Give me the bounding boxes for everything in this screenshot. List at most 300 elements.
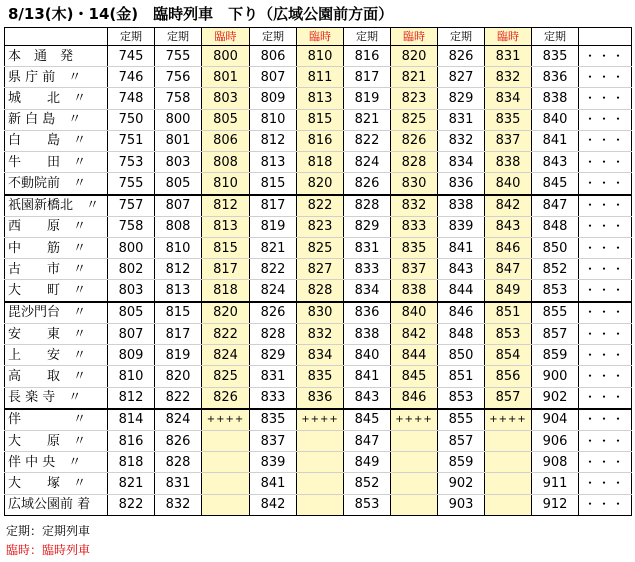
time-cell: 834 bbox=[485, 88, 532, 109]
time-cell: 836 bbox=[532, 67, 579, 88]
time-cell: 843 bbox=[344, 387, 391, 409]
time-cell bbox=[391, 452, 438, 473]
station-name: 白 島 〃 bbox=[5, 130, 108, 151]
time-cell: 832 bbox=[155, 494, 202, 515]
time-cell: 840 bbox=[532, 109, 579, 130]
time-cell: 829 bbox=[438, 88, 485, 109]
time-cell: ++++ bbox=[391, 409, 438, 431]
time-cell: 806 bbox=[250, 46, 297, 67]
time-cell: ・・・ bbox=[579, 387, 632, 409]
time-cell: 830 bbox=[391, 173, 438, 195]
time-cell: 857 bbox=[485, 387, 532, 409]
station-name: 不動院前 〃 bbox=[5, 173, 108, 195]
time-cell: ・・・ bbox=[579, 494, 632, 515]
time-cell bbox=[485, 431, 532, 452]
time-cell: ・・・ bbox=[579, 67, 632, 88]
time-cell: ・・・ bbox=[579, 109, 632, 130]
time-cell: 831 bbox=[485, 46, 532, 67]
time-cell: 818 bbox=[202, 280, 250, 302]
page-title: 8/13(木)・14(金) 臨時列車 下り（広域公園前方面） bbox=[8, 5, 394, 23]
time-cell: 855 bbox=[532, 302, 579, 324]
time-cell: 825 bbox=[202, 366, 250, 387]
station-name: 大 町 〃 bbox=[5, 280, 108, 302]
time-cell: 816 bbox=[297, 130, 344, 151]
table-row bbox=[5, 216, 632, 237]
time-cell: ・・・ bbox=[579, 259, 632, 280]
station-name: 古 市 〃 bbox=[5, 259, 108, 280]
time-cell: 837 bbox=[391, 259, 438, 280]
time-cell: 803 bbox=[202, 88, 250, 109]
time-cell: ・・・ bbox=[579, 473, 632, 494]
time-cell: 832 bbox=[297, 323, 344, 344]
time-cell: 755 bbox=[108, 173, 155, 195]
time-cell: 822 bbox=[250, 259, 297, 280]
time-cell: 849 bbox=[485, 280, 532, 302]
station-name: 中 筋 〃 bbox=[5, 238, 108, 259]
time-cell: 854 bbox=[485, 345, 532, 366]
time-cell: 839 bbox=[250, 452, 297, 473]
time-cell: 911 bbox=[532, 473, 579, 494]
column-header: 定期 bbox=[344, 28, 391, 46]
time-cell: 857 bbox=[438, 431, 485, 452]
column-header: 定期 bbox=[108, 28, 155, 46]
time-cell: 847 bbox=[485, 259, 532, 280]
station-name: 大 塚 〃 bbox=[5, 473, 108, 494]
time-cell: 828 bbox=[155, 452, 202, 473]
time-cell: 827 bbox=[438, 67, 485, 88]
time-cell: 827 bbox=[297, 259, 344, 280]
table-row bbox=[5, 88, 632, 109]
time-cell: 835 bbox=[391, 238, 438, 259]
time-cell: 758 bbox=[108, 216, 155, 237]
time-cell: 835 bbox=[250, 409, 297, 431]
time-cell: 815 bbox=[297, 109, 344, 130]
table-row bbox=[5, 452, 632, 473]
time-cell: 853 bbox=[532, 280, 579, 302]
time-cell: 821 bbox=[250, 238, 297, 259]
time-cell: 817 bbox=[155, 323, 202, 344]
time-cell: 753 bbox=[108, 152, 155, 173]
table-row bbox=[5, 387, 632, 409]
time-cell: ・・・ bbox=[579, 46, 632, 67]
time-cell: 819 bbox=[250, 216, 297, 237]
table-row bbox=[5, 431, 632, 452]
time-cell: 810 bbox=[155, 238, 202, 259]
time-cell: 824 bbox=[250, 280, 297, 302]
time-cell bbox=[391, 431, 438, 452]
time-cell: ・・・ bbox=[579, 280, 632, 302]
time-cell: 815 bbox=[155, 302, 202, 324]
time-cell: 839 bbox=[438, 216, 485, 237]
time-cell: 835 bbox=[297, 366, 344, 387]
header-row bbox=[5, 28, 632, 46]
time-cell: 844 bbox=[391, 345, 438, 366]
time-cell: 826 bbox=[344, 173, 391, 195]
column-header bbox=[579, 28, 632, 46]
station-name: 祇園新橋北 〃 bbox=[5, 195, 108, 217]
time-cell: 834 bbox=[297, 345, 344, 366]
time-cell: 824 bbox=[155, 409, 202, 431]
time-cell: 837 bbox=[250, 431, 297, 452]
time-cell: 807 bbox=[108, 323, 155, 344]
station-name: 上 安 〃 bbox=[5, 345, 108, 366]
station-name: 伴 〃 bbox=[5, 409, 108, 431]
time-cell: 851 bbox=[438, 366, 485, 387]
column-header: 臨時 bbox=[202, 28, 250, 46]
time-cell: 852 bbox=[344, 473, 391, 494]
table-row bbox=[5, 67, 632, 88]
time-cell: 845 bbox=[344, 409, 391, 431]
table-row bbox=[5, 173, 632, 195]
time-cell: 800 bbox=[202, 46, 250, 67]
table-row bbox=[5, 238, 632, 259]
time-cell bbox=[485, 473, 532, 494]
time-cell: 802 bbox=[108, 259, 155, 280]
time-cell: 845 bbox=[532, 173, 579, 195]
table-row bbox=[5, 302, 632, 324]
time-cell: 817 bbox=[250, 195, 297, 217]
time-cell: 822 bbox=[344, 130, 391, 151]
column-header: 臨時 bbox=[391, 28, 438, 46]
time-cell: 859 bbox=[438, 452, 485, 473]
time-cell: 807 bbox=[250, 67, 297, 88]
time-cell: 841 bbox=[344, 366, 391, 387]
time-cell: 810 bbox=[250, 109, 297, 130]
time-cell: 828 bbox=[344, 195, 391, 217]
time-cell bbox=[297, 431, 344, 452]
time-cell: 833 bbox=[344, 259, 391, 280]
time-cell: 842 bbox=[250, 494, 297, 515]
time-cell: 810 bbox=[297, 46, 344, 67]
time-cell: 811 bbox=[297, 67, 344, 88]
time-cell: 834 bbox=[438, 152, 485, 173]
time-cell: 851 bbox=[485, 302, 532, 324]
time-cell: ・・・ bbox=[579, 216, 632, 237]
time-cell: ++++ bbox=[202, 409, 250, 431]
time-cell: 824 bbox=[344, 152, 391, 173]
time-cell: ・・・ bbox=[579, 88, 632, 109]
time-cell: 835 bbox=[485, 109, 532, 130]
time-cell: 838 bbox=[438, 195, 485, 217]
time-cell: 831 bbox=[438, 109, 485, 130]
time-cell: 805 bbox=[155, 173, 202, 195]
time-cell: 826 bbox=[438, 46, 485, 67]
time-cell: 850 bbox=[438, 345, 485, 366]
station-name: 安 東 〃 bbox=[5, 323, 108, 344]
time-cell: 807 bbox=[155, 195, 202, 217]
time-cell: 828 bbox=[250, 323, 297, 344]
table-row bbox=[5, 130, 632, 151]
station-name: 新 白 島 〃 bbox=[5, 109, 108, 130]
time-cell bbox=[297, 452, 344, 473]
time-cell: 824 bbox=[202, 345, 250, 366]
time-cell: 812 bbox=[108, 387, 155, 409]
time-cell bbox=[485, 452, 532, 473]
time-cell: 817 bbox=[344, 67, 391, 88]
time-cell: 836 bbox=[438, 173, 485, 195]
time-cell: 831 bbox=[155, 473, 202, 494]
time-cell: ・・・ bbox=[579, 431, 632, 452]
time-cell: 912 bbox=[532, 494, 579, 515]
time-cell: 805 bbox=[108, 302, 155, 324]
table-row bbox=[5, 259, 632, 280]
timetable bbox=[4, 27, 632, 516]
time-cell: ・・・ bbox=[579, 238, 632, 259]
time-cell: 825 bbox=[297, 238, 344, 259]
time-cell: 846 bbox=[391, 387, 438, 409]
time-cell: 800 bbox=[155, 109, 202, 130]
station-name: 本 通 発 bbox=[5, 46, 108, 67]
time-cell: 821 bbox=[391, 67, 438, 88]
time-cell: 819 bbox=[155, 345, 202, 366]
time-cell: 855 bbox=[438, 409, 485, 431]
time-cell: 823 bbox=[391, 88, 438, 109]
time-cell: 813 bbox=[202, 216, 250, 237]
time-cell: ・・・ bbox=[579, 409, 632, 431]
time-cell: 838 bbox=[532, 88, 579, 109]
time-cell: 826 bbox=[202, 387, 250, 409]
table-row bbox=[5, 195, 632, 217]
time-cell: 840 bbox=[485, 173, 532, 195]
time-cell: 834 bbox=[344, 280, 391, 302]
time-cell: 838 bbox=[391, 280, 438, 302]
time-cell: 809 bbox=[250, 88, 297, 109]
time-cell: 822 bbox=[108, 494, 155, 515]
station-header bbox=[5, 28, 108, 46]
station-name: 広域公園前 着 bbox=[5, 494, 108, 515]
station-name: 伴 中 央 〃 bbox=[5, 452, 108, 473]
time-cell: 831 bbox=[344, 238, 391, 259]
timetable-body bbox=[5, 46, 632, 516]
time-cell: 849 bbox=[344, 452, 391, 473]
time-cell: 853 bbox=[344, 494, 391, 515]
time-cell: 745 bbox=[108, 46, 155, 67]
time-cell: 822 bbox=[297, 195, 344, 217]
time-cell bbox=[391, 494, 438, 515]
time-cell: 813 bbox=[250, 152, 297, 173]
time-cell: 826 bbox=[155, 431, 202, 452]
column-header: 臨時 bbox=[485, 28, 532, 46]
time-cell: ・・・ bbox=[579, 173, 632, 195]
time-cell: 756 bbox=[155, 67, 202, 88]
time-cell: 836 bbox=[297, 387, 344, 409]
time-cell: 900 bbox=[532, 366, 579, 387]
time-cell: 857 bbox=[532, 323, 579, 344]
time-cell: 833 bbox=[250, 387, 297, 409]
station-name: 長 楽 寺 〃 bbox=[5, 387, 108, 409]
station-name: 大 原 〃 bbox=[5, 431, 108, 452]
table-row bbox=[5, 473, 632, 494]
time-cell: 902 bbox=[532, 387, 579, 409]
table-row bbox=[5, 366, 632, 387]
time-cell: 832 bbox=[391, 195, 438, 217]
time-cell: 808 bbox=[202, 152, 250, 173]
time-cell: 906 bbox=[532, 431, 579, 452]
time-cell: 836 bbox=[344, 302, 391, 324]
time-cell: 815 bbox=[202, 238, 250, 259]
time-cell: 847 bbox=[344, 431, 391, 452]
time-cell: 853 bbox=[438, 387, 485, 409]
time-cell: 838 bbox=[485, 152, 532, 173]
time-cell: 826 bbox=[391, 130, 438, 151]
time-cell: 846 bbox=[485, 238, 532, 259]
time-cell: 848 bbox=[532, 216, 579, 237]
time-cell: 755 bbox=[155, 46, 202, 67]
time-cell: 810 bbox=[108, 366, 155, 387]
time-cell: 835 bbox=[532, 46, 579, 67]
time-cell: 832 bbox=[485, 67, 532, 88]
time-cell: 808 bbox=[155, 216, 202, 237]
time-cell: 842 bbox=[485, 195, 532, 217]
time-cell bbox=[202, 494, 250, 515]
time-cell: 801 bbox=[202, 67, 250, 88]
time-cell: 840 bbox=[391, 302, 438, 324]
time-cell bbox=[391, 473, 438, 494]
station-name: 毘沙門台 〃 bbox=[5, 302, 108, 324]
time-cell: 750 bbox=[108, 109, 155, 130]
time-cell bbox=[202, 452, 250, 473]
time-cell: 813 bbox=[297, 88, 344, 109]
legend-regular: 定期：定期列車 bbox=[6, 524, 91, 538]
time-cell: 856 bbox=[485, 366, 532, 387]
time-cell: 822 bbox=[202, 323, 250, 344]
column-header: 臨時 bbox=[297, 28, 344, 46]
time-cell: 817 bbox=[202, 259, 250, 280]
time-cell: 825 bbox=[391, 109, 438, 130]
time-cell: ++++ bbox=[297, 409, 344, 431]
time-cell: 820 bbox=[155, 366, 202, 387]
time-cell: 818 bbox=[297, 152, 344, 173]
time-cell: 818 bbox=[108, 452, 155, 473]
time-cell: 832 bbox=[438, 130, 485, 151]
time-cell: 829 bbox=[344, 216, 391, 237]
time-cell: 816 bbox=[344, 46, 391, 67]
time-cell: 812 bbox=[155, 259, 202, 280]
time-cell: 751 bbox=[108, 130, 155, 151]
time-cell: 830 bbox=[297, 302, 344, 324]
table-row bbox=[5, 46, 632, 67]
time-cell: ・・・ bbox=[579, 323, 632, 344]
time-cell: 859 bbox=[532, 345, 579, 366]
time-cell: 843 bbox=[532, 152, 579, 173]
station-name: 城 北 〃 bbox=[5, 88, 108, 109]
time-cell: 810 bbox=[202, 173, 250, 195]
time-cell: 820 bbox=[391, 46, 438, 67]
time-cell: 826 bbox=[250, 302, 297, 324]
time-cell: 821 bbox=[344, 109, 391, 130]
time-cell: ・・・ bbox=[579, 366, 632, 387]
time-cell: 843 bbox=[485, 216, 532, 237]
table-row bbox=[5, 494, 632, 515]
time-cell: 805 bbox=[202, 109, 250, 130]
time-cell bbox=[297, 494, 344, 515]
time-cell: 809 bbox=[108, 345, 155, 366]
time-cell: 908 bbox=[532, 452, 579, 473]
table-row bbox=[5, 280, 632, 302]
time-cell: 831 bbox=[250, 366, 297, 387]
time-cell: ・・・ bbox=[579, 452, 632, 473]
column-header: 定期 bbox=[250, 28, 297, 46]
time-cell: ・・・ bbox=[579, 345, 632, 366]
time-cell: 813 bbox=[155, 280, 202, 302]
time-cell: 902 bbox=[438, 473, 485, 494]
time-cell: 801 bbox=[155, 130, 202, 151]
time-cell: 904 bbox=[532, 409, 579, 431]
time-cell: 842 bbox=[391, 323, 438, 344]
time-cell bbox=[202, 473, 250, 494]
time-cell: 841 bbox=[250, 473, 297, 494]
time-cell: 833 bbox=[391, 216, 438, 237]
time-cell: 845 bbox=[391, 366, 438, 387]
time-cell: 822 bbox=[155, 387, 202, 409]
time-cell bbox=[202, 431, 250, 452]
time-cell bbox=[485, 494, 532, 515]
time-cell: 806 bbox=[202, 130, 250, 151]
time-cell: 820 bbox=[297, 173, 344, 195]
time-cell: 812 bbox=[202, 195, 250, 217]
time-cell: ・・・ bbox=[579, 302, 632, 324]
time-cell: 903 bbox=[438, 494, 485, 515]
time-cell: 848 bbox=[438, 323, 485, 344]
table-row bbox=[5, 152, 632, 173]
time-cell: 800 bbox=[108, 238, 155, 259]
time-cell: 812 bbox=[250, 130, 297, 151]
column-header: 定期 bbox=[532, 28, 579, 46]
time-cell: ・・・ bbox=[579, 130, 632, 151]
time-cell: ・・・ bbox=[579, 195, 632, 217]
time-cell: 844 bbox=[438, 280, 485, 302]
time-cell: 746 bbox=[108, 67, 155, 88]
time-cell: 846 bbox=[438, 302, 485, 324]
time-cell: 828 bbox=[391, 152, 438, 173]
time-cell: 853 bbox=[485, 323, 532, 344]
station-name: 牛 田 〃 bbox=[5, 152, 108, 173]
legend-rinji: 臨時：臨時列車 bbox=[6, 543, 91, 557]
time-cell: 838 bbox=[344, 323, 391, 344]
time-cell: 803 bbox=[155, 152, 202, 173]
time-cell: 847 bbox=[532, 195, 579, 217]
time-cell: ++++ bbox=[485, 409, 532, 431]
time-cell: 840 bbox=[344, 345, 391, 366]
time-cell: 852 bbox=[532, 259, 579, 280]
station-name: 県 庁 前 〃 bbox=[5, 67, 108, 88]
time-cell: 815 bbox=[250, 173, 297, 195]
time-cell: 819 bbox=[344, 88, 391, 109]
time-cell: 823 bbox=[297, 216, 344, 237]
time-cell: 829 bbox=[250, 345, 297, 366]
table-row bbox=[5, 323, 632, 344]
time-cell: 850 bbox=[532, 238, 579, 259]
station-name: 高 取 〃 bbox=[5, 366, 108, 387]
time-cell: 803 bbox=[108, 280, 155, 302]
time-cell: 843 bbox=[438, 259, 485, 280]
table-row bbox=[5, 345, 632, 366]
time-cell: 828 bbox=[297, 280, 344, 302]
time-cell: 814 bbox=[108, 409, 155, 431]
time-cell: 820 bbox=[202, 302, 250, 324]
time-cell: 837 bbox=[485, 130, 532, 151]
time-cell: 821 bbox=[108, 473, 155, 494]
time-cell: 816 bbox=[108, 431, 155, 452]
time-cell: 757 bbox=[108, 195, 155, 217]
time-cell bbox=[297, 473, 344, 494]
column-header: 定期 bbox=[438, 28, 485, 46]
time-cell: 841 bbox=[532, 130, 579, 151]
time-cell: ・・・ bbox=[579, 152, 632, 173]
time-cell: 841 bbox=[438, 238, 485, 259]
column-header: 定期 bbox=[155, 28, 202, 46]
time-cell: 758 bbox=[155, 88, 202, 109]
